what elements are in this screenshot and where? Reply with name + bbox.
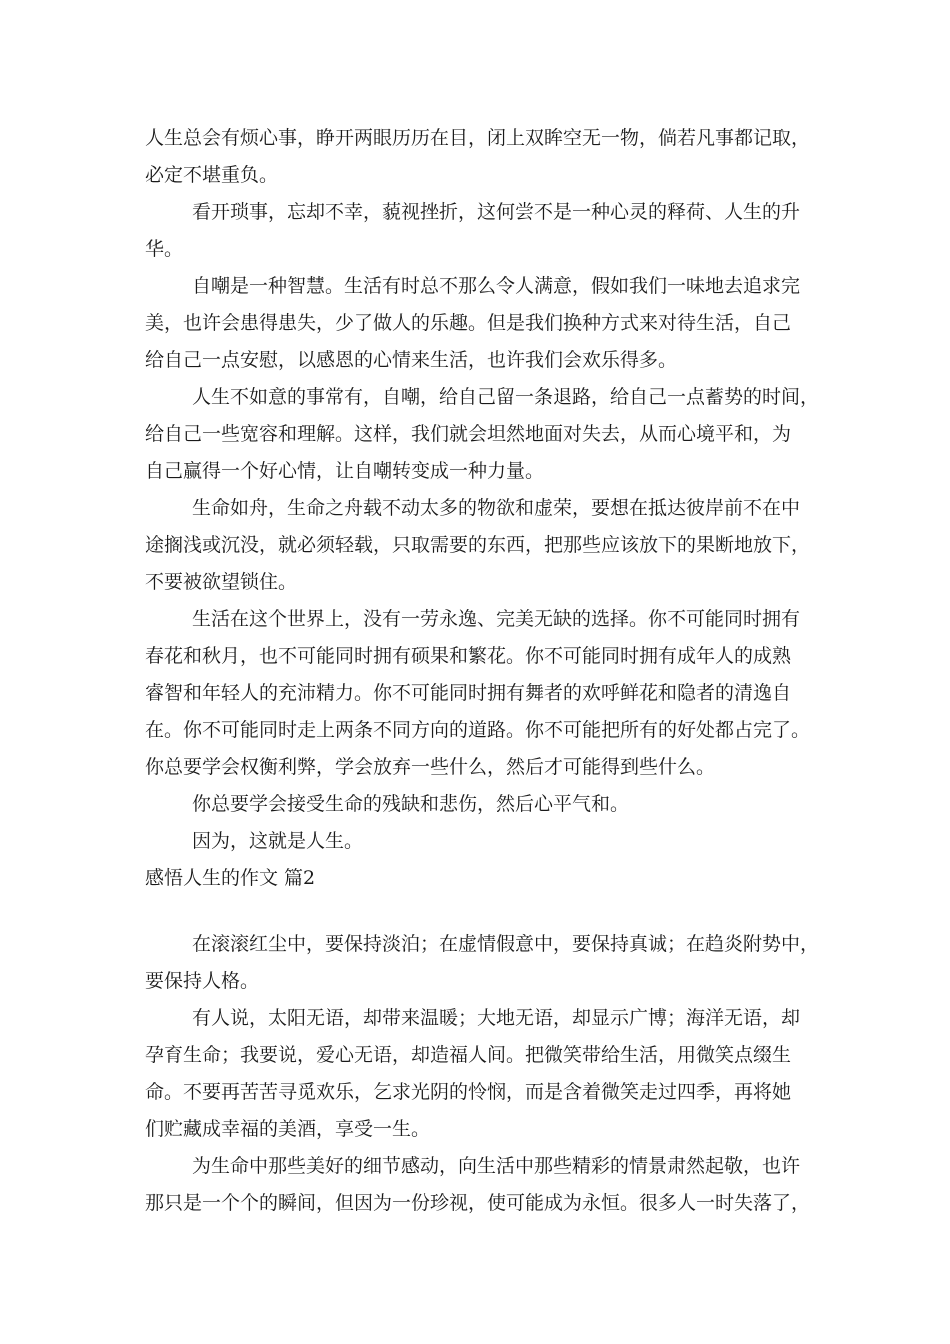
paragraph-line: 命。不要再苦苦寻觅欢乐，乞求光阴的怜悯，而是含着微笑走过四季，再将她 (145, 1081, 792, 1103)
paragraph-line: 华。 (145, 238, 184, 260)
paragraph-line: 在。你不可能同时走上两条不同方向的道路。你不可能把所有的好处都占完了。 (145, 719, 811, 741)
paragraph-line: 你总要学会接受生命的残缺和悲伤，然后心平气和。 (192, 793, 630, 815)
paragraph-line: 因为，这就是人生。 (192, 830, 364, 852)
paragraph-line: 美，也许会患得患失，少了做人的乐趣。但是我们换种方式来对待生活，自己 (145, 312, 792, 334)
paragraph-line: 看开琐事，忘却不幸，藐视挫折，这何尝不是一种心灵的释荷、人生的升 (192, 201, 801, 223)
paragraph-line: 孕育生命；我要说，爱心无语，却造福人间。把微笑带给生活，用微笑点缀生 (145, 1044, 792, 1066)
paragraph-line: 生活在这个世界上，没有一劳永逸、完美无缺的选择。你不可能同时拥有 (192, 608, 801, 630)
paragraph-line: 自己赢得一个好心情，让自嘲转变成一种力量。 (145, 460, 545, 482)
paragraph-line: 不要被欲望锁住。 (145, 571, 298, 593)
paragraph-line: 有人说，太阳无语，却带来温暖；大地无语，却显示广博；海洋无语，却 (192, 1007, 801, 1029)
section-heading: 感悟人生的作文 篇2 (145, 867, 316, 889)
paragraph-line: 人生不如意的事常有，自嘲，给自己留一条退路，给自己一点蓄势的时间， (192, 386, 820, 408)
paragraph-line: 为生命中那些美好的细节感动，向生活中那些精彩的情景肃然起敬，也许 (192, 1155, 801, 1177)
paragraph-line: 你总要学会权衡利弊，学会放弃一些什么，然后才可能得到些什么。 (145, 756, 716, 778)
paragraph-line: 春花和秋月，也不可能同时拥有硕果和繁花。你不可能同时拥有成年人的成熟 (145, 645, 792, 667)
paragraph-line: 自嘲是一种智慧。生活有时总不那么令人满意，假如我们一味地去追求完 (192, 275, 801, 297)
paragraph-line: 在滚滚红尘中，要保持淡泊；在虚情假意中，要保持真诚；在趋炎附势中， (192, 933, 820, 955)
paragraph-line: 给自己一些宽容和理解。这样，我们就会坦然地面对失去，从而心境平和，为 (145, 423, 792, 445)
paragraph-line: 必定不堪重负。 (145, 164, 279, 186)
paragraph-line: 那只是一个个的瞬间，但因为一份珍视，使可能成为永恒。很多人一时失落了， (145, 1192, 811, 1214)
paragraph-line: 给自己一点安慰，以感恩的心情来生活，也许我们会欢乐得多。 (145, 349, 678, 371)
paragraph-line: 们贮藏成幸福的美酒，享受一生。 (145, 1118, 431, 1140)
paragraph-line: 生命如舟，生命之舟载不动太多的物欲和虚荣，要想在抵达彼岸前不在中 (192, 497, 801, 519)
paragraph-line: 人生总会有烦心事，睁开两眼历历在目，闭上双眸空无一物，倘若凡事都记取， (145, 127, 811, 149)
paragraph-line: 要保持人格。 (145, 970, 260, 992)
paragraph-line: 途搁浅或沉没，就必须轻载，只取需要的东西，把那些应该放下的果断地放下， (145, 534, 811, 556)
paragraph-line: 睿智和年轻人的充沛精力。你不可能同时拥有舞者的欢呼鲜花和隐者的清逸自 (145, 682, 792, 704)
